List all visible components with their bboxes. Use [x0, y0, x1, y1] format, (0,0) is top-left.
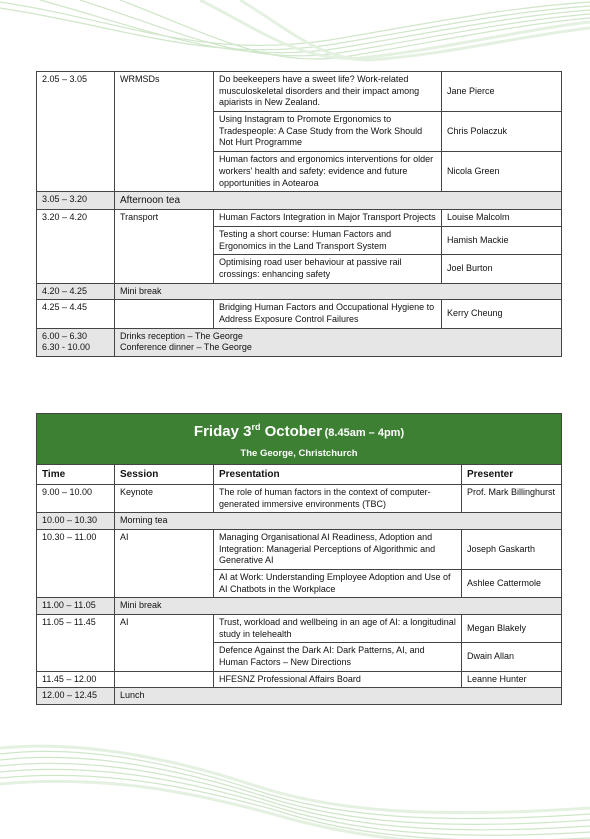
break-label: Morning tea: [115, 513, 562, 530]
table-row: [37, 72, 562, 112]
presentation-cell: Using Instagram to Promote Ergonomics to Tradespeople: A Case Study from the Work Should Not Hurt Programme: [214, 112, 442, 152]
session-cell: Keynote: [115, 484, 214, 512]
friday-schedule-table: [36, 413, 562, 705]
table-row: [37, 210, 562, 227]
session-cell: WRMSDs: [115, 72, 214, 192]
day-header: [37, 414, 562, 465]
col-header-presenter: Presenter: [462, 464, 562, 484]
time-cell: 4.25 – 4.45: [37, 300, 115, 328]
time-cell: 11.45 – 12.00: [37, 671, 115, 688]
presenter-cell: Megan Blakely: [462, 615, 562, 643]
break-row: [37, 598, 562, 615]
table-row: [37, 671, 562, 688]
presenter-cell: Hamish Mackie: [442, 226, 562, 254]
presenter-cell: Joseph Gaskarth: [462, 529, 562, 569]
table-row: [37, 615, 562, 643]
day-ordinal: rd: [251, 422, 261, 432]
presentation-cell: Human Factors Integration in Major Transport Projects: [214, 210, 442, 227]
break-row: [37, 688, 562, 705]
presentation-cell: HFESNZ Professional Affairs Board: [214, 671, 462, 688]
presentation-cell: Human factors and ergonomics interventions for older workers' health and safety: evidence and future opportunities in Aotearoa: [214, 152, 442, 192]
presentation-cell: AI at Work: Understanding Employee Adoption and Use of AI Chatbots in the Workplace: [214, 569, 462, 597]
presenter-cell: Prof. Mark Billinghurst: [462, 484, 562, 512]
col-header-session: Session: [115, 464, 214, 484]
presenter-cell: Joel Burton: [442, 255, 562, 283]
table-row: [37, 484, 562, 512]
presenter-cell: Kerry Cheung: [442, 300, 562, 328]
break-label: Mini break: [115, 598, 562, 615]
session-cell: AI: [115, 529, 214, 597]
presentation-cell: Do beekeepers have a sweet life? Work-related musculoskeletal disorders and their impact among apiarists in New Zealand.: [214, 72, 442, 112]
footer-wave-decoration: [0, 740, 590, 839]
time-cell: 2.05 – 3.05: [37, 72, 115, 192]
session-cell: AI: [115, 615, 214, 672]
time-cell: 3.05 – 3.20: [37, 192, 115, 210]
time-cell: 11.05 – 11.45: [37, 615, 115, 672]
evening-row: [37, 328, 562, 356]
time-cell: [37, 328, 115, 356]
break-row: [37, 283, 562, 300]
dinner-time: 6.30 - 10.00: [42, 342, 91, 353]
time-cell: 11.00 – 11.05: [37, 598, 115, 615]
session-cell: Transport: [115, 210, 214, 283]
dinner-label: Conference dinner – The George: [120, 342, 252, 353]
column-header-row: [37, 464, 562, 484]
drinks-time: 6.00 – 6.30: [42, 330, 88, 341]
day-month: October: [260, 423, 323, 440]
break-label: Lunch: [115, 688, 562, 705]
time-cell: 4.20 – 4.25: [37, 283, 115, 300]
day-venue: The George, Christchurch: [240, 447, 358, 459]
table-row: [37, 529, 562, 569]
presentation-cell: Testing a short course: Human Factors and Ergonomics in the Land Transport System: [214, 226, 442, 254]
presenter-cell: Jane Pierce: [442, 72, 562, 112]
day-title: [194, 423, 322, 440]
session-cell: [115, 300, 214, 328]
presentation-cell: Bridging Human Factors and Occupational Hygiene to Address Exposure Control Failures: [214, 300, 442, 328]
time-cell: 10.30 – 11.00: [37, 529, 115, 597]
presenter-cell: Ashlee Cattermole: [462, 569, 562, 597]
drinks-label: Drinks reception – The George: [120, 330, 243, 341]
presentation-cell: Trust, workload and wellbeing in an age of AI: a longitudinal study in telehealth: [214, 615, 462, 643]
presenter-cell: Louise Malcolm: [442, 210, 562, 227]
table-row: [37, 300, 562, 328]
break-row: [37, 513, 562, 530]
day-header-row: [37, 414, 562, 465]
col-header-presentation: Presentation: [214, 464, 462, 484]
session-cell: [115, 671, 214, 688]
presenter-cell: Dwain Allan: [462, 643, 562, 671]
thursday-schedule-table: [36, 71, 562, 357]
break-label: Mini break: [115, 283, 562, 300]
day-hours: (8.45am – 4pm): [324, 427, 405, 439]
header-wave-decoration: [0, 0, 590, 70]
day-name: Friday 3: [193, 423, 252, 440]
presenter-cell: Nicola Green: [442, 152, 562, 192]
presentation-cell: Defence Against the Dark AI: Dark Patterns, AI, and Human Factors – New Directions: [214, 643, 462, 671]
presentation-cell: Optimising road user behaviour at passive rail crossings: enhancing safety: [214, 255, 442, 283]
time-cell: 3.20 – 4.20: [37, 210, 115, 283]
presentation-cell: The role of human factors in the context of computer-generated immersive environments (TBC): [214, 484, 462, 512]
time-cell: 12.00 – 12.45: [37, 688, 115, 705]
presenter-cell: Leanne Hunter: [462, 671, 562, 688]
time-cell: 10.00 – 10.30: [37, 513, 115, 530]
presentation-cell: Managing Organisational AI Readiness, Adoption and Integration: Managerial Perceptions of Algorithmic and Generative AI: [214, 529, 462, 569]
break-label: Afternoon tea: [115, 192, 562, 210]
col-header-time: Time: [37, 464, 115, 484]
time-cell: 9.00 – 10.00: [37, 484, 115, 512]
presenter-cell: Chris Polaczuk: [442, 112, 562, 152]
evening-events: [115, 328, 562, 356]
break-row: [37, 192, 562, 210]
